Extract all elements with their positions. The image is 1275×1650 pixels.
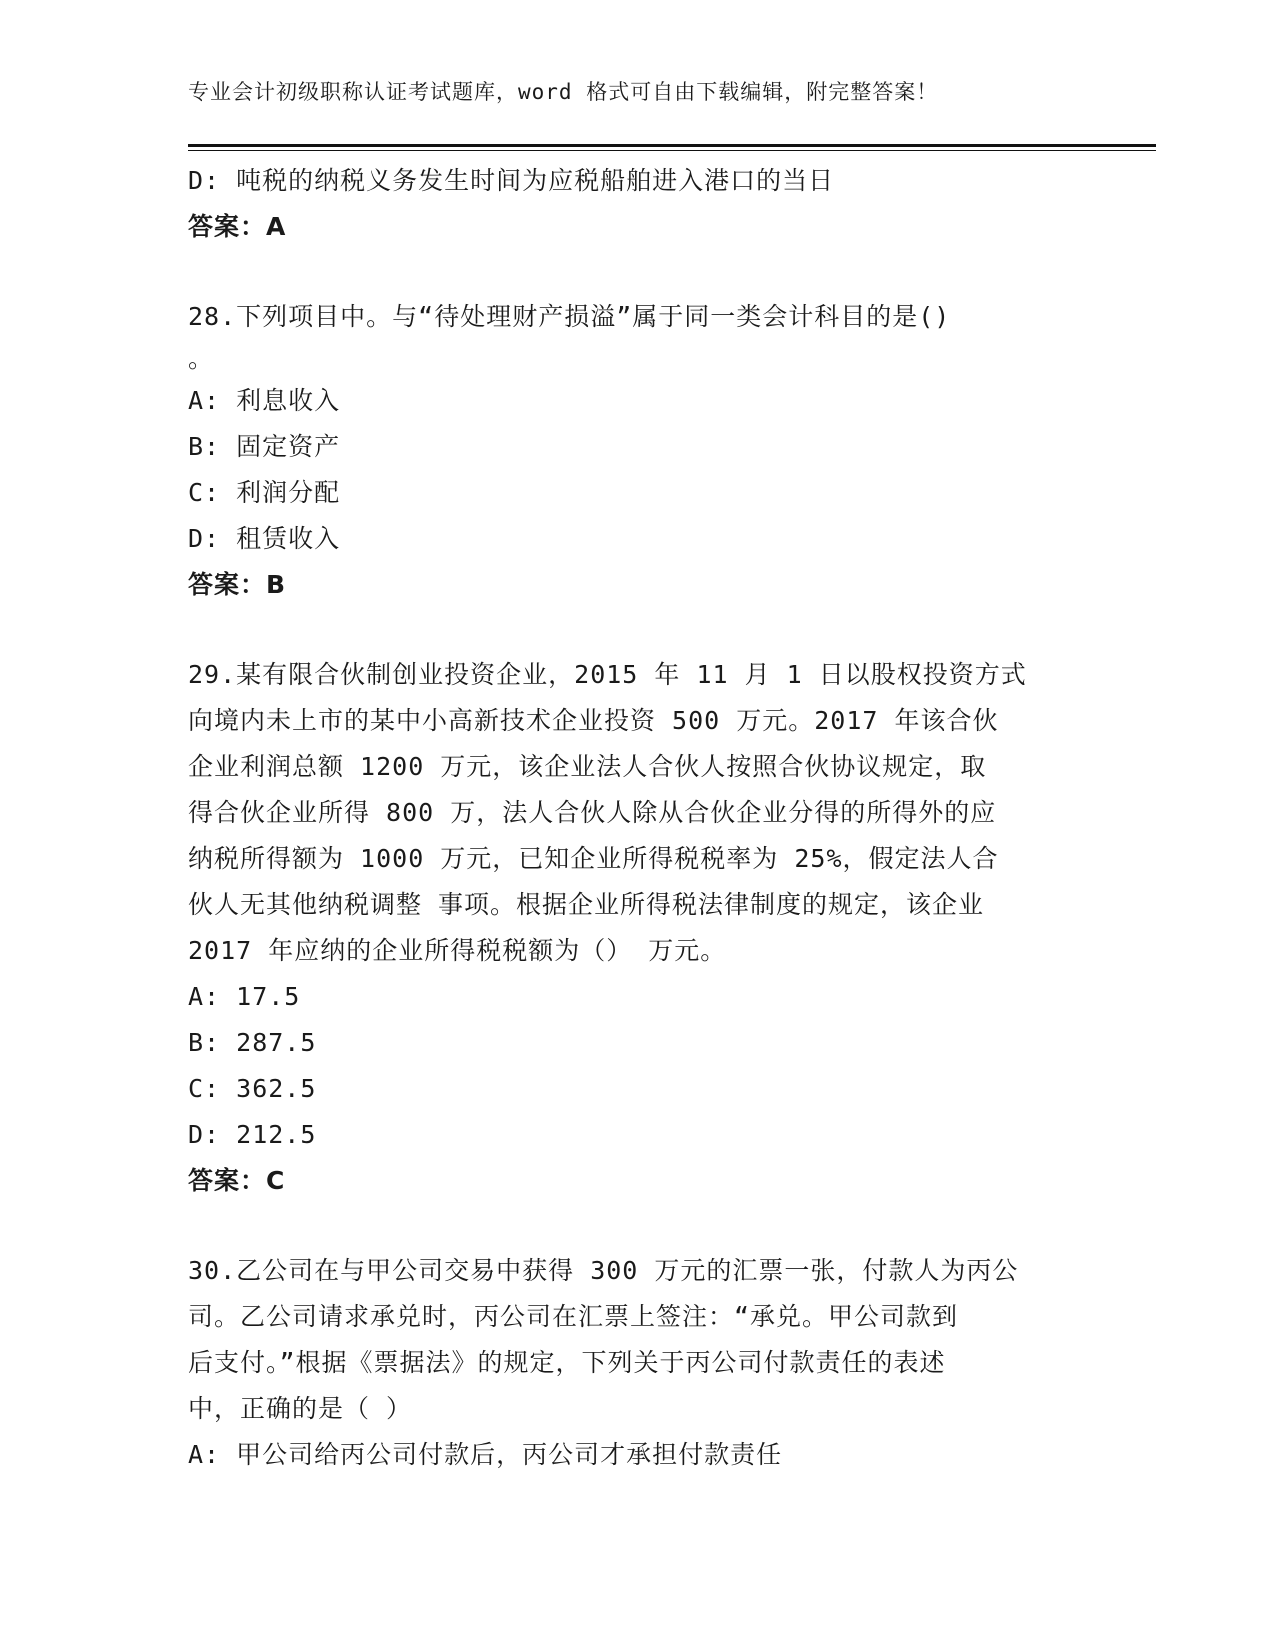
question-28 (188, 294, 1068, 608)
question-27-tail (188, 158, 1068, 250)
spacer (188, 608, 1068, 652)
header-rule-thin (188, 150, 1156, 151)
q29-stem-line: 得合伙企业所得 800 万，法人合伙人除从合伙企业分得的所得外的应 (188, 798, 997, 827)
q28-answer: 答案：B (188, 570, 287, 599)
q28-stem-line: 28.下列项目中。与“待处理财产损溢”属于同一类会计科目的是() (188, 302, 951, 331)
q28-option-a: A: 利息收入 (188, 386, 341, 415)
q30-stem-line: 30.乙公司在与甲公司交易中获得 300 万元的汇票一张，付款人为丙公 (188, 1256, 1019, 1285)
q29-stem-line: 纳税所得额为 1000 万元，已知企业所得税税率为 25%，假定法人合 (188, 844, 999, 873)
q28-option-b: B: 固定资产 (188, 432, 341, 461)
q27-answer: 答案：A (188, 212, 287, 241)
q29-option-c: C: 362.5 (188, 1074, 317, 1103)
q29-option-a: A: 17.5 (188, 982, 301, 1011)
spacer (188, 1204, 1068, 1248)
header-text: 专业会计初级职称认证考试题库，word 格式可自由下载编辑，附完整答案！ (188, 80, 939, 104)
q29-stem-line: 29.某有限合伙制创业投资企业，2015 年 11 月 1 日以股权投资方式 (188, 660, 1027, 689)
header-rule-thick (188, 144, 1156, 147)
q29-stem-line: 向境内未上市的某中小高新技术企业投资 500 万元。2017 年该合伙 (188, 706, 999, 735)
q30-stem-line: 后支付。”根据《票据法》的规定，下列关于丙公司付款责任的表述 (188, 1348, 946, 1377)
q29-option-d: D: 212.5 (188, 1120, 317, 1149)
q28-option-c: C: 利润分配 (188, 478, 341, 507)
q30-stem-line: 中，正确的是（ ） (188, 1394, 413, 1423)
q29-stem-line: 企业利润总额 1200 万元，该企业法人合伙人按照合伙协议规定，取 (188, 752, 987, 781)
q28-option-d: D: 租赁收入 (188, 524, 341, 553)
document-body (188, 158, 1068, 1478)
q29-answer: 答案：C (188, 1166, 286, 1195)
q27-option-d: D: 吨税的纳税义务发生时间为应税船舶进入港口的当日 (188, 166, 835, 195)
q29-option-b: B: 287.5 (188, 1028, 317, 1057)
q30-option-a: A: 甲公司给丙公司付款后，丙公司才承担付款责任 (188, 1440, 783, 1469)
q28-stem-line: 。 (188, 344, 215, 373)
q30-stem-line: 司。乙公司请求承兑时，丙公司在汇票上签注：“承兑。甲公司款到 (188, 1302, 959, 1331)
spacer (188, 250, 1068, 294)
question-30 (188, 1248, 1068, 1478)
question-29 (188, 652, 1068, 1204)
q29-stem-line: 伙人无其他纳税调整 事项。根据企业所得税法律制度的规定，该企业 (188, 890, 985, 919)
q29-stem-line: 2017 年应纳的企业所得税税额为（） 万元。 (188, 936, 727, 965)
